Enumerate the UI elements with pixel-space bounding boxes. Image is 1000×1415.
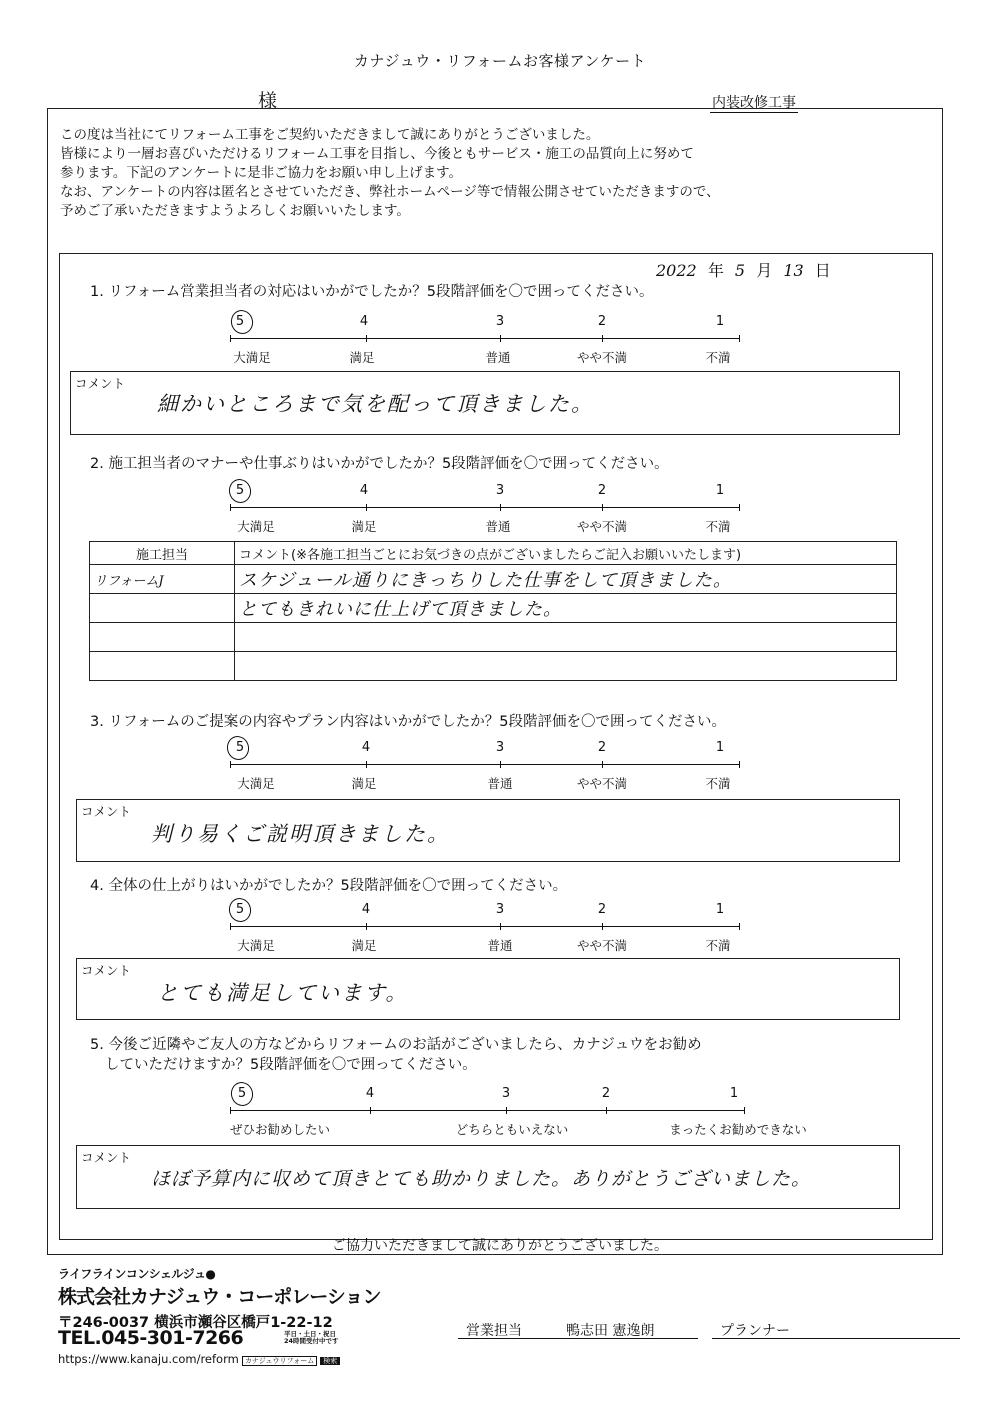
intro-line: この度は当社にてリフォーム工事をご契約いただきまして誠にありがとうございました。: [60, 127, 600, 143]
thanks-message: ご協力いただきまして誠にありがとうございました。: [332, 1238, 668, 1254]
scale-label: 大満足: [233, 350, 271, 365]
scale-label: やや不満: [576, 776, 628, 791]
comment-label: コメント: [75, 376, 126, 391]
comment-box-q3: [76, 799, 900, 862]
scale-label: 不満: [705, 938, 731, 953]
scale-number: 3: [501, 1086, 511, 1101]
search-badge: カナジュウリフォーム: [242, 1356, 317, 1366]
intro-line: なお、アンケートの内容は匿名とさせていただき、弊社ホームページ等で情報公開させていただきますので、: [60, 184, 720, 200]
scale-label: 普通: [487, 938, 513, 953]
scale-label: 大満足: [237, 519, 275, 534]
scale-number: 5: [235, 314, 245, 329]
question-5-text-line1: 5. 今後ご近隣やご友人の方などからリフォームのお話がございましたら、カナジュウをお勧め: [90, 1037, 702, 1053]
company-url-text: https://www.kanaju.com/reform: [58, 1352, 239, 1366]
scale-number: 4: [359, 483, 369, 498]
table-row: [90, 565, 897, 594]
table-row: [90, 594, 897, 623]
survey-title: カナジュウ・リフォームお客様アンケート: [353, 52, 647, 70]
scale-label: 満足: [351, 776, 377, 791]
comment-handwritten: 細かいところまで気を配って頂きました。: [157, 392, 594, 416]
question-1-text: 1. リフォーム営業担当者の対応はいかがでしたか？5段階評価を〇で囲ってください。: [90, 284, 654, 300]
comment-cell: とてもきれいに仕上げて頂きました。: [235, 594, 897, 623]
date-month: 5: [734, 261, 746, 280]
scale-number: 5: [237, 1086, 247, 1101]
scale-number: 1: [715, 483, 725, 498]
comment-label: コメント: [81, 1150, 132, 1165]
scale-number: 1: [715, 740, 725, 755]
scale-label: 満足: [349, 350, 375, 365]
planner-label: プランナー: [720, 1323, 790, 1339]
scale-number: 5: [235, 902, 245, 917]
phone-hours-note: 平日・土日・祝日 24時間受付中です: [284, 1330, 339, 1345]
intro-line: 予めご了承いただきますようよろしくお願いいたします。: [60, 203, 410, 219]
staff-cell: [90, 652, 235, 681]
scale-number: 1: [715, 314, 725, 329]
scale-number: 4: [361, 740, 371, 755]
company-name: 株式会社カナジュウ・コーポレーション: [58, 1286, 381, 1308]
scale-number: 2: [597, 483, 607, 498]
scale-number: 3: [495, 740, 505, 755]
comment-handwritten: ほぼ予算内に収めて頂きとても助かりました。ありがとうございました。: [151, 1168, 812, 1190]
staff-cell: リフォームJ: [90, 565, 235, 594]
scale-number: 2: [597, 314, 607, 329]
date-day: 13: [783, 261, 804, 280]
rating-scale-q3: [230, 740, 740, 791]
scale-label: 不満: [705, 519, 731, 534]
scale-number: 3: [495, 902, 505, 917]
scale-label: 普通: [487, 776, 513, 791]
table-row: [90, 623, 897, 652]
scale-number: 5: [235, 740, 245, 755]
scale-label: 満足: [351, 938, 377, 953]
question-4-text: 4. 全体の仕上がりはいかがでしたか？5段階評価を〇で囲ってください。: [90, 878, 568, 894]
scale-number: 3: [495, 314, 505, 329]
sales-signature-line: [458, 1338, 698, 1339]
scale-number: 3: [495, 483, 505, 498]
comment-label: コメント: [81, 804, 132, 819]
question-5-text-line2: していただけますか？5段階評価を〇で囲ってください。: [105, 1057, 477, 1073]
scale-number: 4: [361, 902, 371, 917]
scale-label: 不満: [705, 776, 731, 791]
intro-line: 参ります。下記のアンケートに是非ご協力をお願い申し上げます。: [60, 165, 463, 181]
scale-label: 満足: [351, 519, 377, 534]
work-type: 内装改修工事: [710, 92, 798, 113]
scale-number: 2: [601, 1086, 611, 1101]
scale-label: 大満足: [237, 776, 275, 791]
date-year: 2022: [656, 261, 697, 280]
staff-cell: [90, 623, 235, 652]
rating-scale-q4: [230, 902, 740, 953]
table-row: [90, 652, 897, 681]
company-address: 〒246-0037 横浜市瀬谷区橋戸1-22-12: [58, 1315, 333, 1331]
question-2-text: 2. 施工担当者のマナーや仕事ぶりはいかがでしたか？5段階評価を〇で囲ってください。: [90, 456, 669, 472]
survey-date: [656, 258, 837, 281]
scale-number: 2: [597, 740, 607, 755]
scale-label: やや不満: [576, 350, 628, 365]
customer-honorific: 様: [258, 90, 278, 112]
rating-scale-q1: [230, 314, 740, 365]
comment-box-q5: [76, 1145, 900, 1209]
comment-column-header: コメント(※各施工担当ごとにお気づきの点がございましたらご記入お願いいたします): [235, 542, 897, 565]
rating-scale-q2: [230, 483, 740, 534]
comment-cell: [235, 652, 897, 681]
comment-cell: スケジュール通りにきっちりした仕事をして頂きました。: [235, 565, 897, 594]
comment-label: コメント: [81, 963, 132, 978]
scale-number: 5: [235, 483, 245, 498]
scale-label: 大満足: [237, 938, 275, 953]
company-tagline: ライフラインコンシェルジュ●: [58, 1267, 216, 1281]
comment-handwritten: とても満足しています。: [157, 981, 409, 1005]
staff-column-header: 施工担当: [90, 542, 235, 565]
intro-text: [60, 126, 930, 221]
date-month-label: 月: [756, 261, 773, 280]
scale-number: 2: [597, 902, 607, 917]
planner-signature-line: [712, 1338, 960, 1339]
scale-label: どちらともいえない: [455, 1122, 569, 1137]
scale-number: 4: [359, 314, 369, 329]
scale-label: 不満: [705, 350, 731, 365]
staff-comment-table: [89, 541, 897, 681]
staff-cell: [90, 594, 235, 623]
sales-label: 営業担当: [466, 1323, 522, 1339]
company-url: [58, 1352, 340, 1366]
search-button-badge: 検索: [320, 1357, 340, 1365]
scale-label: 普通: [485, 519, 511, 534]
scale-number: 4: [365, 1086, 375, 1101]
rating-scale-q5: [229, 1086, 807, 1137]
intro-line: 皆様により一層お喜びいただけるリフォーム工事を目指し、今後ともサービス・施工の品質向上に努めて: [60, 146, 694, 162]
date-year-label: 年: [707, 261, 724, 280]
question-3-text: 3. リフォームのご提案の内容やプラン内容はいかがでしたか？5段階評価を〇で囲ってください。: [90, 714, 726, 730]
scale-label: 普通: [485, 350, 511, 365]
scale-number: 1: [729, 1086, 739, 1101]
comment-cell: [235, 623, 897, 652]
comment-box-q4: [76, 958, 900, 1020]
company-phone: TEL.045-301-7266: [58, 1327, 244, 1349]
scale-label: まったくお勧めできない: [669, 1122, 807, 1137]
scale-label: やや不満: [576, 519, 628, 534]
date-day-label: 日: [814, 261, 831, 280]
scale-label: ぜひお勧めしたい: [229, 1122, 331, 1137]
sales-name: 鴨志田 憲逸朗: [566, 1323, 655, 1339]
comment-handwritten: 判り易くご説明頂きました。: [151, 822, 450, 846]
comment-box-q1: [70, 371, 900, 435]
scale-label: やや不満: [576, 938, 628, 953]
scale-number: 1: [715, 902, 725, 917]
